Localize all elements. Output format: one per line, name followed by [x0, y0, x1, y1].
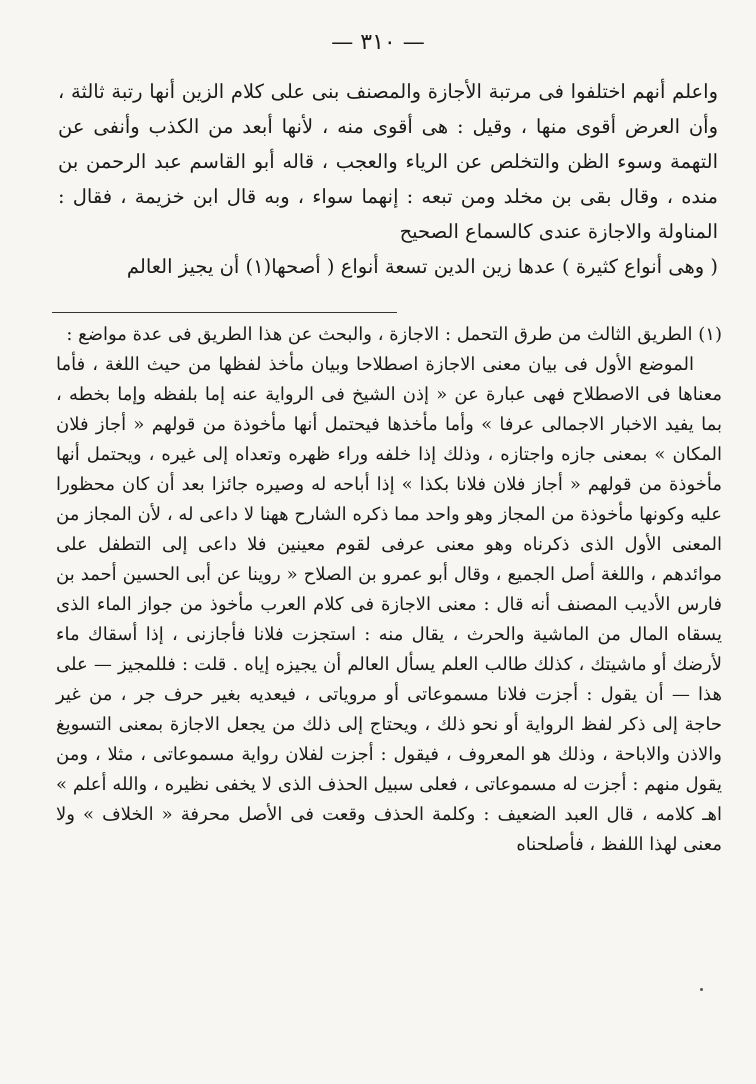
page-number: — ٣١٠ — [331, 30, 425, 55]
main-text [58, 74, 718, 284]
footnote-paragraph: الموضع الأول فى بيان معنى الاجازة اصطلاحا وبيان مأخذ لفظها من حيث اللغة ، فأما معناها فى الاصطلاح فهى عبارة عن « إذن الشيخ فى الرواية عنه إما بلفظه وإما بخطه ، بما يفيد الاخبار الاجمالى عرفا » وأما مأخذها فيحتمل أنها مأخوذة من قولهم « أجاز فلان المكان » بمعنى جازه واجتازه ، وذلك إذا خلفه وراء ظهره وتعداه إلى غيره ، ويحتمل أنها مأخوذة من قولهم « أجاز فلان فلانا بكذا » إذا أباحه له وصيره جائزا بعد أن كان محظورا عليه وكونها مأخوذة من المجاز وهو واحد مما ذكره الشارح ههنا لا داعى له ، لأن المجاز من المعنى الأول الذى ذكرناه وهو معنى عرفى لقوم معينين فلا داعى إلى التطفل على موائدهم ، واللغة أصل الجميع ، وقال أبو عمرو بن الصلاح « روينا عن أبى الحسين أحمد بن فارس الأديب المصنف أنه قال : معنى الاجازة فى كلام العرب مأخوذ من جواز الماء الذى يسقاه المال من الماشية والحرث ، يقال منه : استجزت فلانا فأجازنى ، إذا أسقاك ماء لأرضك أو ماشيتك ، كذلك طالب العلم يسأل العالم أن يجيزه إياه . قلت : فللمجيز — على هذا — أن يقول : أجزت فلانا مسموعاتى أو مروياتى ، فيعديه بغير حرف جر ، من غير حاجة إلى ذكر لفظ الرواية أو نحو ذلك ، ويحتاج إلى ذلك من يجعل الاجازة بمعنى التسويغ والاذن والاباحة ، وذلك هو المعروف ، فيقول : أجزت لفلان رواية مسموعاتى ، مثلا ، ومن يقول منهم : أجزت له مسموعاتى ، فعلى سبيل الحذف الذى لا يخفى نظيره ، والله أعلم » اهـ كلامه ، قال العبد الضعيف : وكلمة الحذف وقعت فى الأصل محرفة « الخلاف » ولا معنى لهذا اللفظ ، فأصلحناه [56, 354, 722, 855]
main-paragraph-continuation: ( وهى أنواع كثيرة ) عدها زين الدين تسعة أنواع ( أصحها(١) أن يجيز العالم [126, 255, 718, 278]
footnote-heading: (١) الطريق الثالث من طرق التحمل : الاجازة ، والبحث عن هذا الطريق فى عدة مواضع : [66, 324, 722, 345]
paper-speck [700, 988, 703, 991]
footnote-divider [52, 312, 397, 313]
footnotes [56, 320, 722, 860]
main-paragraph: واعلم أنهم اختلفوا فى مرتبة الأجازة والمصنف بنى على كلام الزين أنها رتبة ثالثة ، وأن العرض أقوى منها ، وقيل : هى أقوى منه ، لأنها أبعد من الكذب وأنفى عن التهمة وسوء الظن والتخلص عن الرياء والعجب ، قاله أبو القاسم عبد الرحمن بن منده ، وقال بقى بن مخلد ومن تبعه : إنهما سواء ، وبه قال ابن خزيمة ، فقال : المناولة والاجازة عندى كالسماع الصحيح [58, 80, 718, 243]
